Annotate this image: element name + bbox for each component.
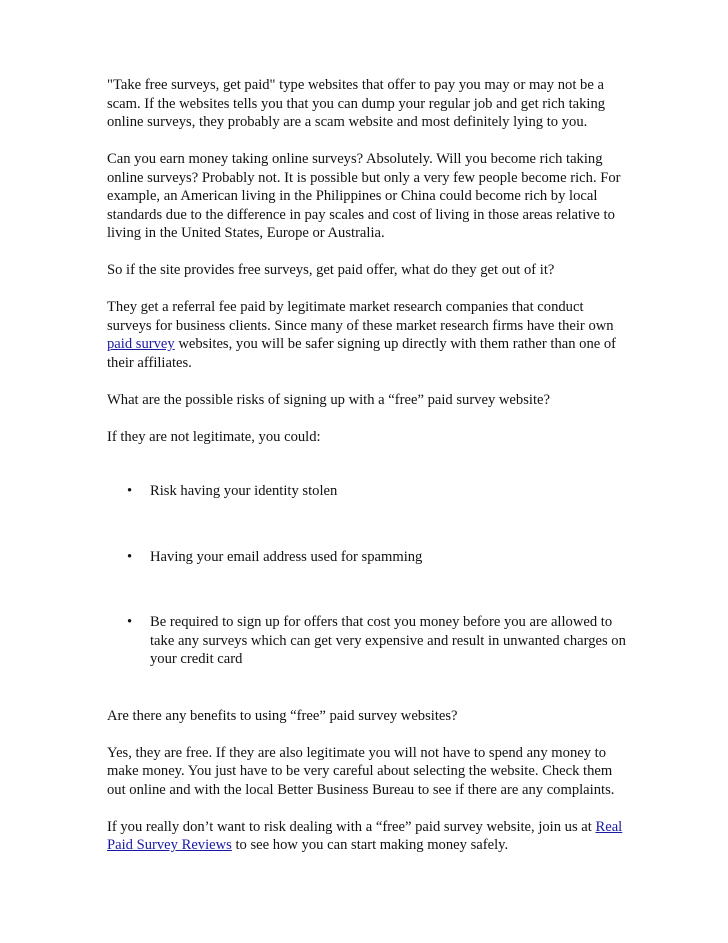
list-item-text: Having your email address used for spamming [150, 548, 423, 565]
join-text-start: If you really don’t want to risk dealing with a “free” paid survey website, join us at [107, 818, 596, 835]
paragraph-earn-money: Can you earn money taking online surveys? Absolutely. Will you become rich taking online surveys? Probably not. It is possible but only a very few people become rich. For example, an American living in the Philippines or China could become rich by local standards due to the difference in pay scales and cost of living in those areas relative to living in the United States, Europe or Australia. [107, 151, 621, 241]
paragraph-not-legitimate: If they are not legitimate, you could: [107, 428, 321, 445]
bullet-icon: • [127, 614, 133, 630]
paragraph-referral-fee [107, 298, 629, 372]
referral-text-start: They get a referral fee paid by legitimate market research companies that conduct surveys for business clients. Since many of these market research firms have their own [107, 299, 614, 334]
paragraph-they-are-free: Yes, they are free. If they are also legitimate you will not have to spend any money to make money. You just have to be very careful about selecting the website. Check them out online and with the local Better Business Bureau to see if there are any complaints. [107, 744, 615, 798]
real-paid-survey-reviews-link[interactable]: Real Paid Survey Reviews [107, 818, 623, 853]
paragraph-intro: "Take free surveys, get paid" type websites that offer to pay you may or may not be a scam. If the websites tells you that you can dump your regular job and get rich taking online surveys, they probably are a scam website and most definitely lying to you. [107, 77, 606, 130]
list-item [107, 482, 629, 501]
paragraph-question-what-they-get: So if the site provides free surveys, get paid offer, what do they get out of it? [107, 262, 555, 278]
paid-survey-link[interactable]: paid survey [107, 336, 175, 352]
bullet-icon: • [127, 483, 133, 499]
bullet-icon: • [127, 548, 133, 565]
list-item-text: Be required to sign up for offers that cost you money before you are allowed to take any surveys which can get very expensive and result in unwanted charges on your credit card [150, 614, 626, 667]
paragraph-risks-question: What are the possible risks of signing up with a “free” paid survey website? [107, 391, 550, 408]
paragraph-join-us [107, 818, 629, 855]
join-text-end: to see how you can start making money safely. [231, 837, 509, 853]
risk-list [107, 482, 629, 669]
list-item-text: Risk having your identity stolen [150, 483, 338, 499]
document-body [107, 76, 629, 873]
list-item [107, 548, 629, 567]
paragraph-benefits-question: Are there any benefits to using “free” paid survey websites? [107, 707, 458, 724]
referral-text-end: websites, you will be safer signing up directly with them rather than one of their affiliates. [107, 336, 617, 371]
list-item [107, 613, 629, 669]
